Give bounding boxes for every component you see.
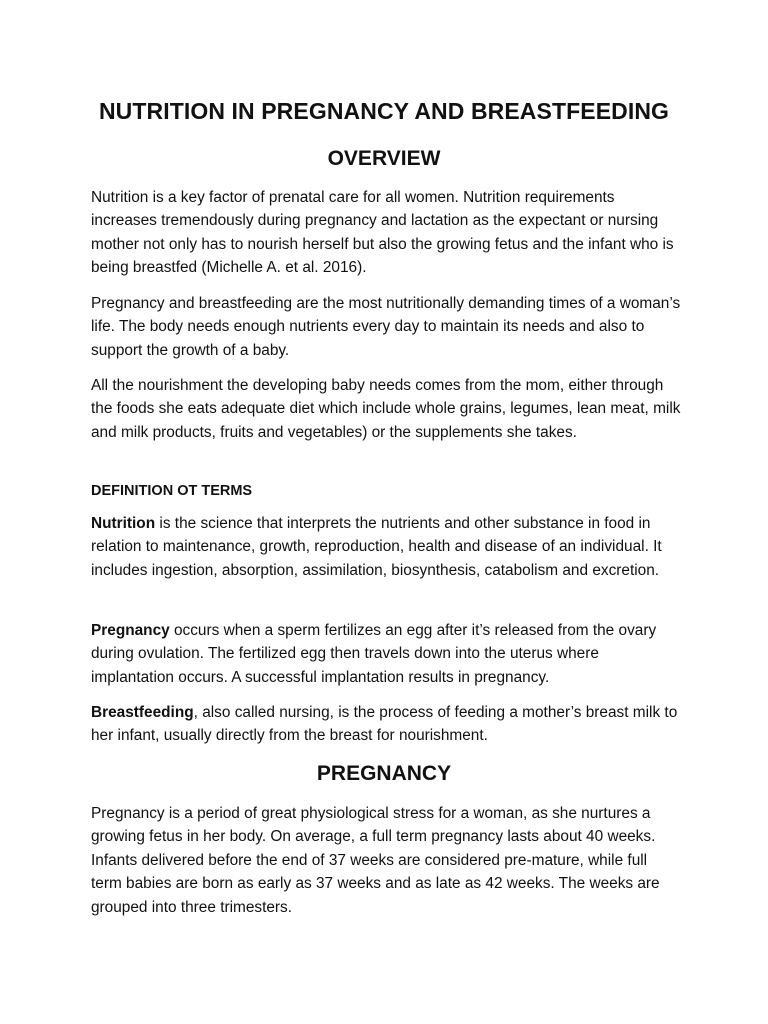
overview-paragraph: Pregnancy and breastfeeding are the most nutritionally demanding times of a woman’s life. The body needs enough nutrients every day to maintain its needs and also to support the growth of a baby. — [91, 295, 681, 359]
definition-text: occurs when a sperm fertilizes an egg after it’s released from the ovary during ovulation. The fertilized egg then travels down into the uterus where implantation occurs. A successful implantation results in pregnancy. — [91, 622, 657, 686]
overview-paragraph: Nutrition is a key factor of prenatal care for all women. Nutrition requirements increases tremendously during pregnancy and lactation as the expectant or nursing mother not only has to nourish herself but also the growing fetus and the infant who is being breastfed (Michelle A. et al. 2016). — [91, 189, 674, 277]
definition-term: Pregnancy — [91, 622, 170, 639]
definition-breastfeeding — [91, 701, 681, 748]
definition-term: Breastfeeding — [91, 704, 194, 721]
definition-text: , also called nursing, is the process of feeding a mother’s breast milk to her infant, usually directly from the breast for nourishment. — [91, 704, 678, 745]
definition-pregnancy — [91, 619, 681, 689]
pregnancy-paragraph: Pregnancy is a period of great physiological stress for a woman, as she nurtures a growing fetus in her body. On average, a full term pregnancy lasts about 40 weeks. Infants delivered before the end of 37 weeks are considered pre-mature, while full term babies are born as early as 37 weeks and as late as 42 weeks. The weeks are grouped into three trimesters. — [91, 805, 660, 916]
overview-paragraph: All the nourishment the developing baby needs comes from the mom, either through the foods she eats adequate diet which include whole grains, legumes, lean meat, milk and milk products, fruits and vegetables) or the supplements she takes. — [91, 377, 681, 441]
definition-nutrition — [91, 512, 681, 582]
overview-heading: OVERVIEW — [327, 147, 441, 170]
document-title: NUTRITION IN PREGNANCY AND BREASTFEEDING — [98, 98, 670, 124]
definition-term: Nutrition — [91, 515, 156, 532]
definitions-heading: DEFINITION OT TERMS — [91, 483, 253, 499]
definition-text: is the science that interprets the nutrients and other substance in food in relation to maintenance, growth, reproduction, health and disease of an individual. It includes ingestion, absorption, assimilation, biosynthesis, catabolism and excretion. — [91, 515, 662, 579]
pregnancy-heading: PREGNANCY — [316, 762, 452, 785]
